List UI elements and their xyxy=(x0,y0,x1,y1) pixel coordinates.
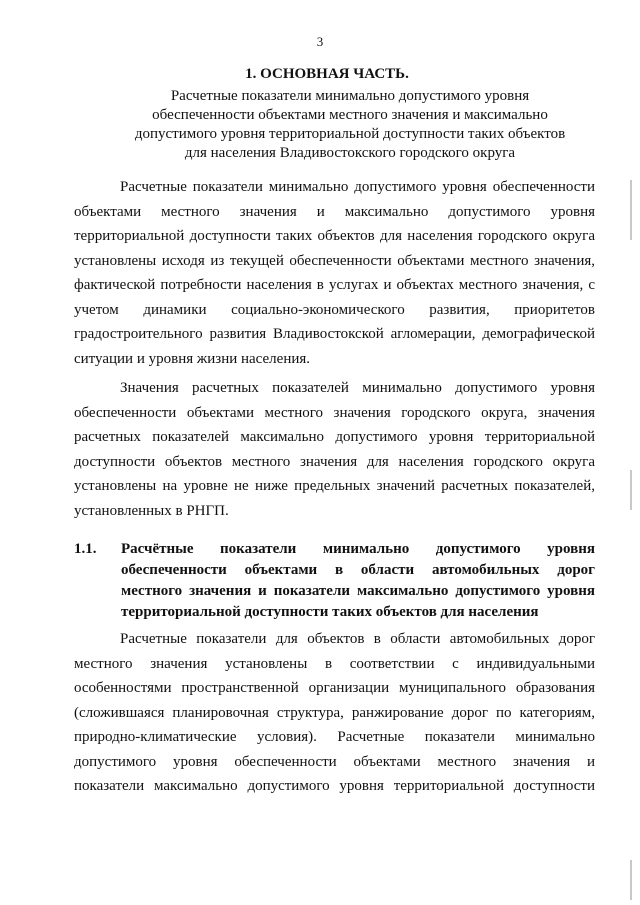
section-number: 1.1. xyxy=(74,541,97,557)
text-line: установлены исходя из текущей обеспеченности объектами местного значения, xyxy=(74,252,595,269)
subtitle-line: допустимого уровня территориальной доступности таких объектов xyxy=(134,126,566,142)
page-subtitle xyxy=(110,87,590,163)
page-title: 1. ОСНОВНАЯ ЧАСТЬ. xyxy=(245,66,409,82)
text-line: местного значения установлены в соответствии с индивидуальными xyxy=(74,655,595,672)
text-line: фактической потребности населения в услугах и объектах местного значения, с xyxy=(74,277,595,293)
scan-margin-mark xyxy=(630,860,632,900)
text-line: учетом динамики социально-экономического развития, приоритетов xyxy=(74,301,595,318)
text-line: территориальной доступности таких объектов для населения городского округа xyxy=(74,228,595,244)
subtitle-line: Расчетные показатели минимально допустимого уровня xyxy=(170,88,530,104)
paragraph xyxy=(74,627,595,799)
section-title-line: Расчётные показатели минимально допустимого уровня xyxy=(121,541,595,557)
text-line: Расчетные показатели для объектов в области автомобильных дорог xyxy=(120,631,595,647)
subtitle-line: обеспеченности объектами местного значения и максимально xyxy=(152,107,548,123)
text-line: Расчетные показатели минимально допустимого уровня обеспеченности xyxy=(120,179,595,195)
text-line: доступности объектов местного значения для населения городского округа xyxy=(74,453,595,470)
text-line: установлены на уровне не ниже предельных значений расчетных показателей, xyxy=(74,478,595,494)
text-line: особенностями пространственной организации муниципального образования xyxy=(74,680,595,696)
text-line: установленных в РНГП. xyxy=(74,502,229,519)
scan-margin-mark xyxy=(630,180,632,240)
text-line: Значения расчетных показателей минимально допустимого уровня xyxy=(120,380,595,396)
text-line: показатели максимально допустимого уровня территориальной доступности xyxy=(74,778,595,794)
text-line: допустимого уровня обеспеченности объектами местного значения и xyxy=(74,753,595,770)
section-title-line: местного значения и показатели максимально допустимого уровня xyxy=(121,583,595,599)
scan-margin-mark xyxy=(630,470,632,510)
text-line: градостроительного развития Владивостокской агломерации, демографической xyxy=(74,326,595,342)
subtitle-line: для населения Владивостокского городского округа xyxy=(184,145,516,161)
text-line: объектами местного значения и максимально допустимого уровня xyxy=(74,203,595,220)
text-line: ситуации и уровня жизни населения. xyxy=(74,350,311,367)
text-line: расчетных показателей максимально допустимого уровня территориальной xyxy=(74,429,595,445)
paragraph xyxy=(74,175,595,371)
text-line: природно-климатические условия). Расчетные показатели минимально xyxy=(74,729,595,745)
section-title xyxy=(121,539,595,623)
text-line: (сложившаяся планировочная структура, ранжирование дорог по категориям, xyxy=(74,704,595,721)
text-line: обеспеченности объектами местного значения городского округа, значения xyxy=(74,404,595,421)
section-title-line: обеспеченности объектами в области автомобильных дорог xyxy=(121,562,595,578)
paragraph xyxy=(74,376,595,523)
section-title-line: территориальной доступности таких объектов для населения xyxy=(121,604,539,620)
page-number: 3 xyxy=(316,34,324,49)
